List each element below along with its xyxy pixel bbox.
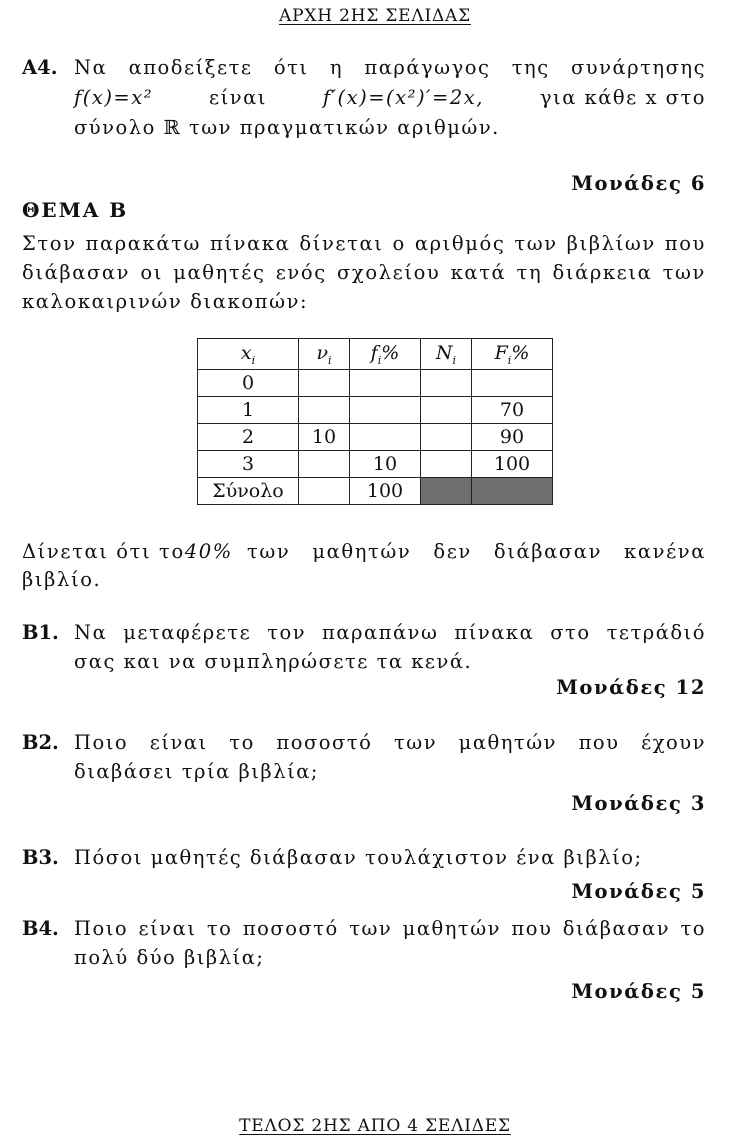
page-footer: ΤΕΛΟΣ 2ΗΣ ΑΠΟ 4 ΣΕΛΙΔΕΣ [239, 1116, 511, 1136]
table-cell [421, 370, 472, 397]
b1-line-2: σας και να συμπληρώσετε τα κενά. [74, 650, 473, 673]
question-label-b1: Β1. [22, 621, 59, 644]
col-header-fi: $f_i\%$ [350, 339, 421, 370]
table-row [198, 424, 553, 451]
b2-marks: Μονάδες 3 [571, 792, 706, 815]
a4-verb: είναι [209, 86, 267, 109]
question-label-b3: Β3. [22, 846, 59, 869]
question-label-b2: Β2. [22, 731, 59, 754]
table-cell-total-label: Σύνολο [198, 478, 299, 505]
a4-line-2 [74, 86, 706, 109]
table-cell: 70 [472, 397, 553, 424]
col-header-xi: $x_i$ [198, 339, 299, 370]
b4-line-2: πολύ δύο βιβλία; [74, 946, 265, 969]
col-header-vi: $\nu_i$ [299, 339, 350, 370]
table-cell: 100 [350, 478, 421, 505]
b3-marks: Μονάδες 5 [571, 880, 706, 903]
table-header-row [198, 339, 553, 370]
a4-domain-phrase: για κάθε x στο [539, 86, 706, 109]
table-row [198, 451, 553, 478]
a4-marks: Μονάδες 6 [571, 172, 706, 195]
intro-line-3: καλοκαιρινών διακοπών: [22, 290, 309, 313]
table-cell: 1 [198, 397, 299, 424]
intro-line-2: διάβασαν οι μαθητές ενός σχολείου κατά τη διάρκεια των [22, 261, 706, 284]
table-row [198, 370, 553, 397]
table-cell [472, 370, 553, 397]
table-cell [421, 397, 472, 424]
table-cell: 90 [472, 424, 553, 451]
table-cell [421, 424, 472, 451]
table-cell: 10 [299, 424, 350, 451]
a4-derivative: f′(x)=(x²)′=2x, [322, 86, 484, 109]
b4-marks: Μονάδες 5 [571, 980, 706, 1003]
col-header-ni: $N_i$ [421, 339, 472, 370]
table-cell: 2 [198, 424, 299, 451]
theme-title: ΘΕΜΑ Β [22, 198, 129, 222]
given-line-2: βιβλίο. [22, 568, 102, 591]
given-line-1: Δίνεται ότι το 40% των μαθητών δεν διάβασαν κανένα [22, 540, 706, 563]
b4-line-1: Ποιο είναι το ποσοστό των μαθητών που διάβασαν το [74, 917, 706, 940]
frequency-table [197, 338, 553, 505]
table-cell [299, 478, 350, 505]
table-cell [350, 424, 421, 451]
table-cell-shaded [421, 478, 472, 505]
question-label-b4: Β4. [22, 917, 59, 940]
b1-marks: Μονάδες 12 [556, 676, 706, 699]
intro-line-1: Στον παρακάτω πίνακα δίνεται ο αριθμός των βιβλίων που [22, 232, 706, 255]
question-label-a4: Α4. [22, 56, 58, 79]
table-cell-shaded [472, 478, 553, 505]
table-cell: 0 [198, 370, 299, 397]
a4-function-definition: f(x)=x² [74, 86, 154, 109]
table-row [198, 397, 553, 424]
table-cell [299, 451, 350, 478]
table-cell: 100 [472, 451, 553, 478]
table-cell [350, 397, 421, 424]
table-cell [299, 397, 350, 424]
a4-line-1: Να αποδείξετε ότι η παράγωγος της συνάρτησης [74, 56, 706, 79]
a4-line-3: σύνολο ℝ των πραγματικών αριθμών. [74, 116, 500, 139]
table-cell [421, 451, 472, 478]
table-cell: 3 [198, 451, 299, 478]
page-header: ΑΡΧΗ 2ΗΣ ΣΕΛΙΔΑΣ [279, 6, 471, 26]
b3-line-1: Πόσοι μαθητές διάβασαν τουλάχιστον ένα βιβλίο; [74, 846, 643, 869]
table-cell [299, 370, 350, 397]
table-cell [350, 370, 421, 397]
b2-line-1: Ποιο είναι το ποσοστό των μαθητών που έχουν [74, 731, 706, 754]
b1-line-1: Να μεταφέρετε τον παραπάνω πίνακα στο τετράδιό [74, 621, 706, 644]
col-header-Fi: $F_i\%$ [472, 339, 553, 370]
table-total-row [198, 478, 553, 505]
table-cell: 10 [350, 451, 421, 478]
given-percentage: 40% [184, 540, 233, 563]
b2-line-2: διαβάσει τρία βιβλία; [74, 760, 319, 783]
